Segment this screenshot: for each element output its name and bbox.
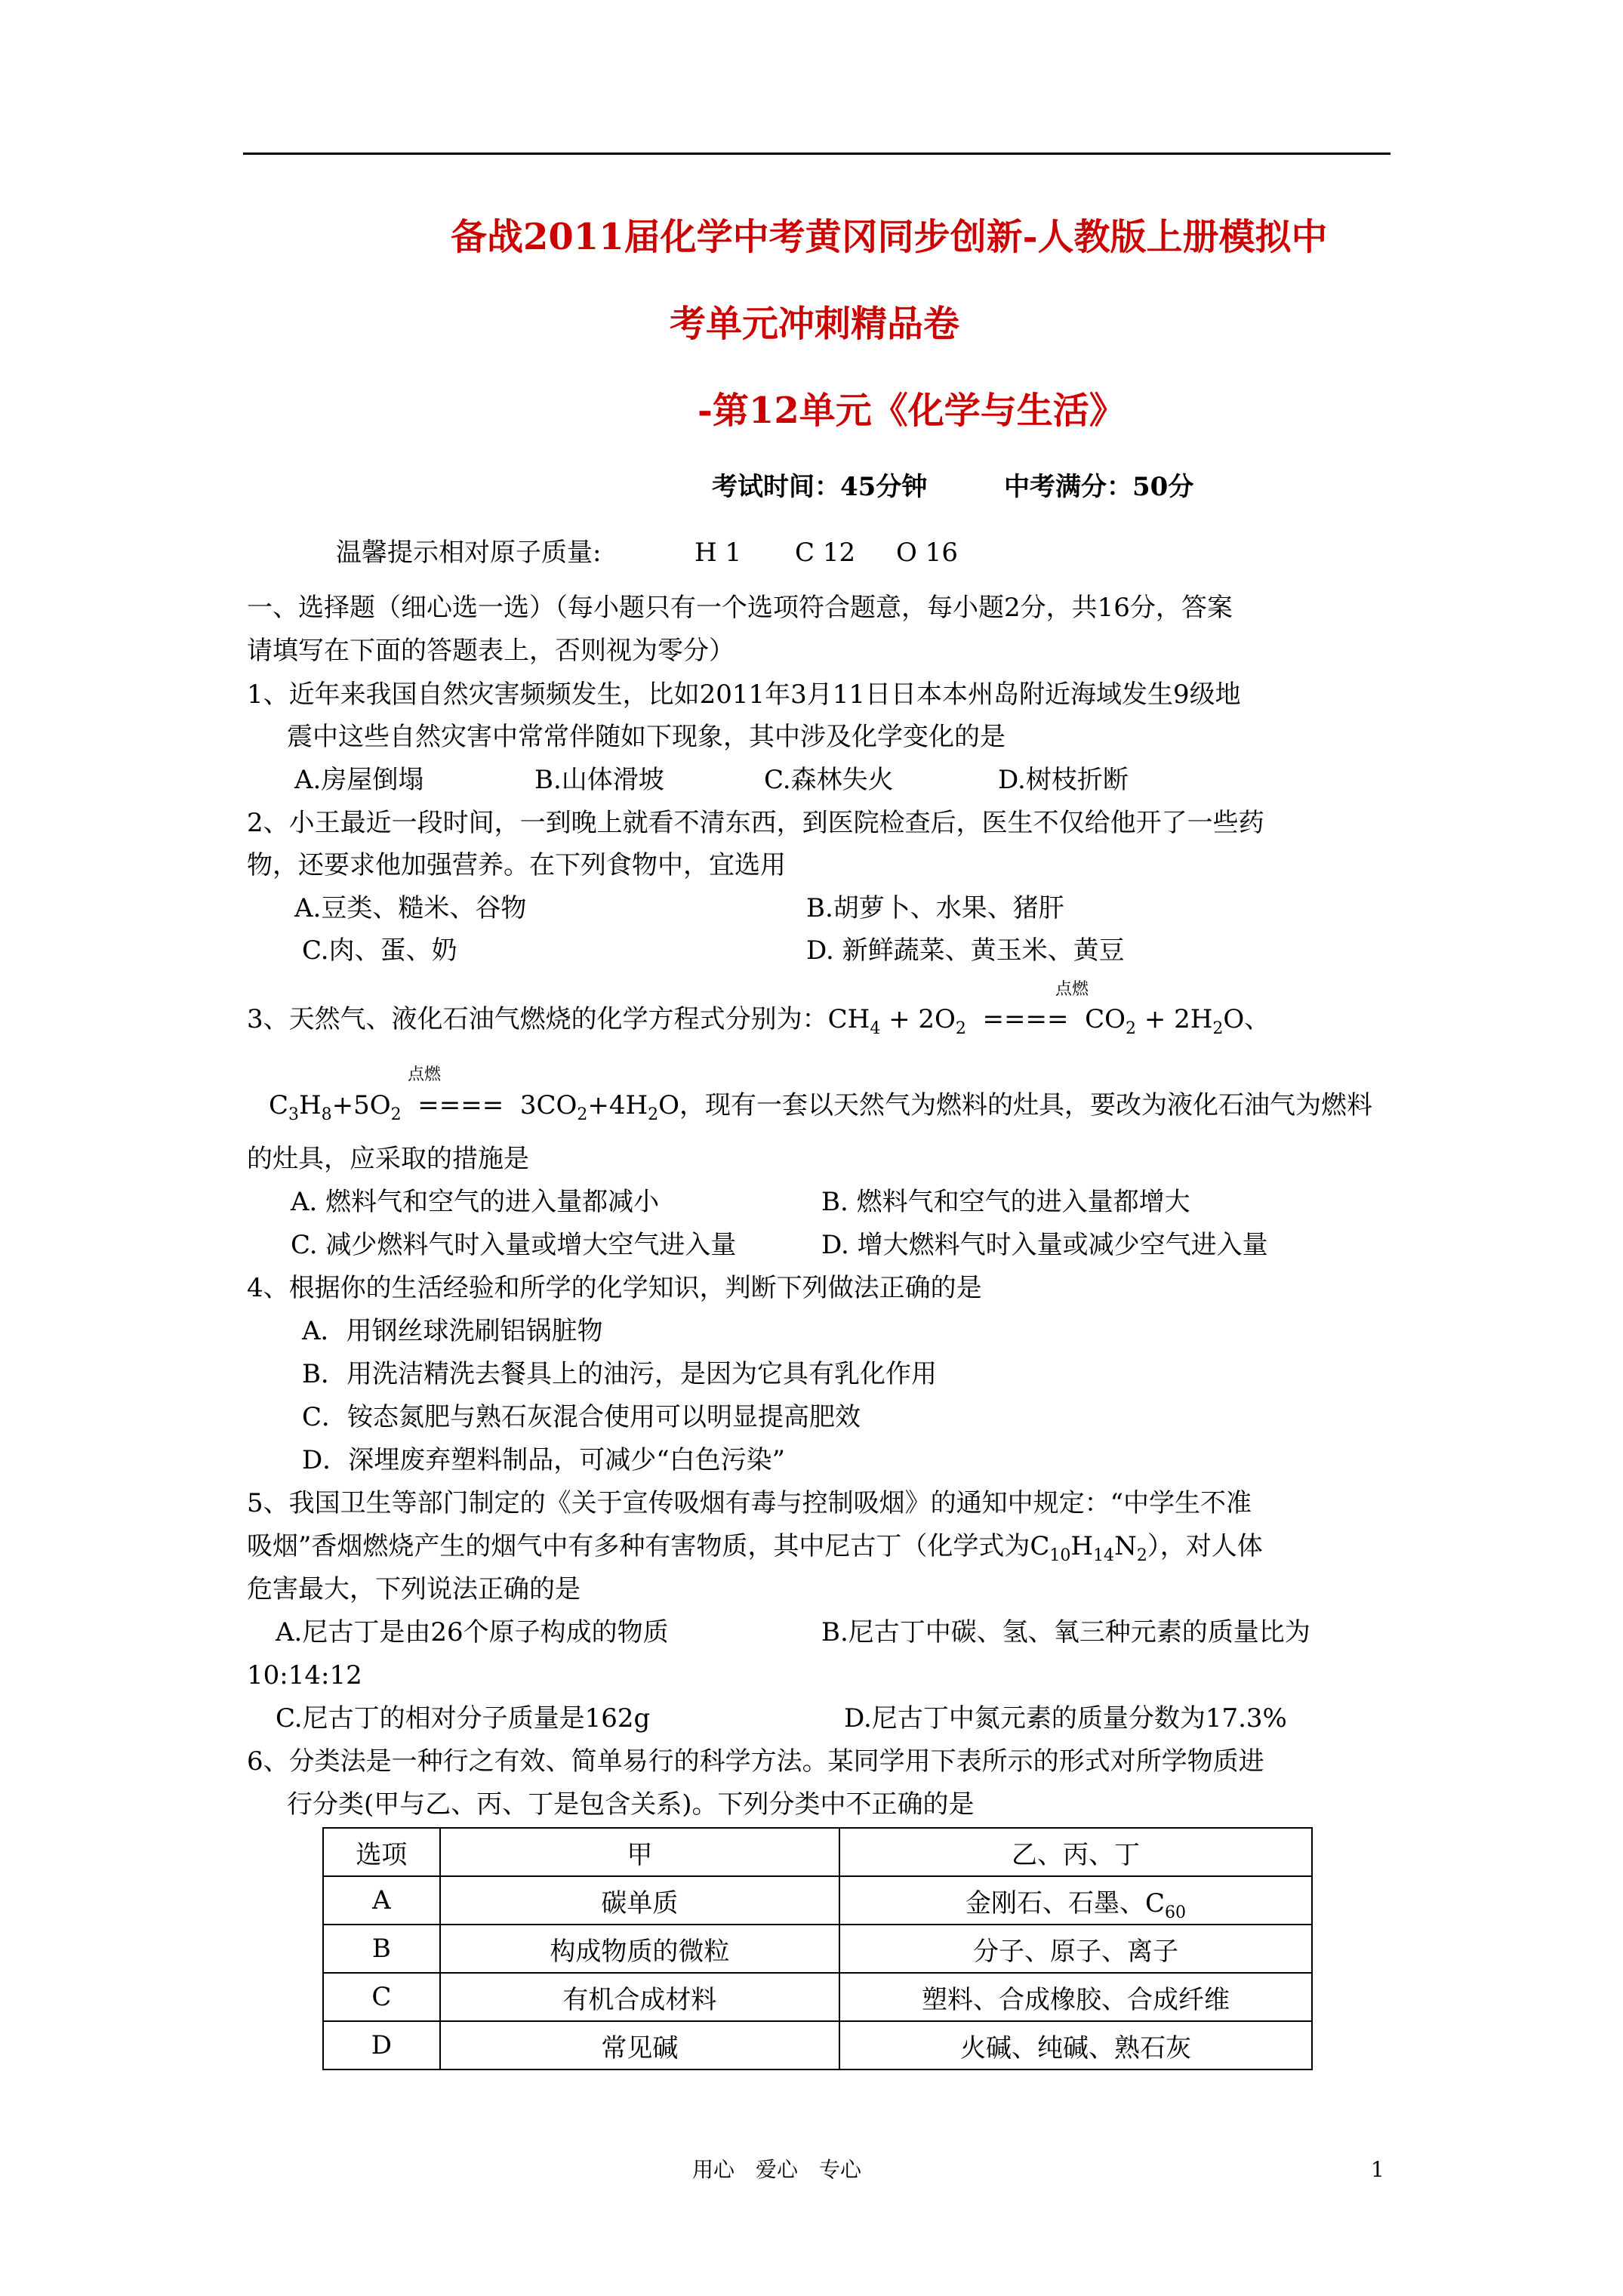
table-cell: 碳单质 xyxy=(440,1876,839,1925)
table-cell: 分子、原子、离子 xyxy=(839,1925,1312,1973)
table-cell: 构成物质的微粒 xyxy=(440,1925,839,1973)
q6-stem-cont: 行分类(甲与乙、丙、丁是包含关系)。下列分类中不正确的是 xyxy=(287,1789,975,1820)
title-line3: -第12单元《化学与生活》 xyxy=(698,390,1126,432)
q5-stem-prefix: 吸烟”香烟燃烧产生的烟气中有多种有害物质，其中尼古丁（化学式为 xyxy=(247,1531,1030,1561)
q3-option-d: D. 增大燃料气时入量或减少空气进入量 xyxy=(821,1230,1268,1260)
table-cell: 塑料、合成橡胶、合成纤维 xyxy=(839,1973,1312,2021)
table-cell: 火碱、纯碱、熟石灰 xyxy=(839,2021,1312,2069)
title-line1: 备战2011届化学中考黄冈同步创新-人教版上册模拟中 xyxy=(451,216,1328,258)
q2-stem: 2、小王最近一段时间，一到晚上就看不清东西，到医院检查后，医生不仅给他开了一些药 xyxy=(247,808,1264,838)
q5-option-c: C.尼古丁的相对分子质量是162g xyxy=(276,1703,651,1734)
table-row xyxy=(323,2021,1312,2069)
table-cell: C xyxy=(323,1973,440,2021)
q4-option-b: B．用洗洁精洗去餐具上的油污，是因为它具有乳化作用 xyxy=(302,1359,937,1389)
table-header-cell: 甲 xyxy=(440,1828,839,1876)
table-cell: B xyxy=(323,1925,440,1973)
q1-option-b: B.山体滑坡 xyxy=(534,765,664,795)
q3-eq2-suffix: ，现有一套以天然气为燃料的灶具，要改为液化石油气为燃料 xyxy=(679,1090,1373,1120)
table-cell: A xyxy=(323,1876,440,1925)
section-heading: 一、选择题（细心选一选）（每小题只有一个选项符合题意，每小题2分，共16分，答案 xyxy=(247,593,1233,623)
q2-option-b: B.胡萝卜、水果、猪肝 xyxy=(806,893,1064,923)
tip-label: 温馨提示相对原子质量: xyxy=(336,538,602,568)
full-score: 中考满分：50分 xyxy=(1004,472,1194,502)
table-header-cell: 选项 xyxy=(323,1828,440,1876)
q3-option-b: B. 燃料气和空气的进入量都增大 xyxy=(821,1187,1190,1217)
table-row xyxy=(323,1973,1312,2021)
table-row xyxy=(323,1925,1312,1973)
q3-stem-cont: 的灶具，应采取的措施是 xyxy=(247,1144,529,1174)
q5-stem: 5、我国卫生等部门制定的《关于宣传吸烟有毒与控制吸烟》的通知中规定：“中学生不准 xyxy=(247,1488,1252,1518)
q3-option-a: A. 燃料气和空气的进入量都减小 xyxy=(291,1187,660,1217)
mass-c: C 12 xyxy=(795,538,856,568)
q6-stem: 6、分类法是一种行之有效、简单易行的科学方法。某同学用下表所示的形式对所学物质进 xyxy=(247,1746,1264,1777)
q3-equation-2: $C_3H_8+5O_2$ ==== $3CO_2+4H_2O$，现有一套以天然气为燃料的灶具，要改为液化石油气为燃料 xyxy=(269,1090,1373,1124)
q5-stem-cont: 吸烟”香烟燃烧产生的烟气中有多种有害物质，其中尼古丁（化学式为$C_{10}H_{14}N_2$），对人体 xyxy=(247,1531,1263,1565)
table-cell-text: 金刚石、石墨、C xyxy=(965,1888,1165,1918)
q4-option-c: C．铵态氮肥与熟石灰混合使用可以明显提高肥效 xyxy=(302,1402,861,1432)
q3-stem: 3、天然气、液化石油气燃烧的化学方程式分别为：$CH_4 + 2O_2$ ==== $CO_2 + 2H_2O$、 xyxy=(247,1004,1270,1038)
table-cell: 有机合成材料 xyxy=(440,1973,839,2021)
classification-table xyxy=(322,1827,1313,2070)
q3-stem-prefix: 3、天然气、液化石油气燃烧的化学方程式分别为： xyxy=(247,1004,828,1034)
table-header-row xyxy=(323,1828,1312,1876)
table-cell: 常见碱 xyxy=(440,2021,839,2069)
q5-option-a: A.尼古丁是由26个原子构成的物质 xyxy=(276,1617,669,1647)
footer-motto: 用心 爱心 专心 xyxy=(692,2157,862,2182)
page-number: 1 xyxy=(1371,2157,1384,2182)
table-cell: 金刚石、石墨、$C_{60}$ xyxy=(839,1876,1312,1925)
q1-stem-cont: 震中这些自然灾害中常常伴随如下现象，其中涉及化学变化的是 xyxy=(287,722,1006,752)
q5-stem-suffix: ），对人体 xyxy=(1147,1531,1263,1561)
q2-option-c: C.肉、蛋、奶 xyxy=(302,935,457,966)
q3-eq-sign-1: ==== xyxy=(982,1004,1069,1034)
mass-o: O 16 xyxy=(896,538,958,568)
table-cell: D xyxy=(323,2021,440,2069)
q2-option-d: D. 新鲜蔬菜、黄玉米、黄豆 xyxy=(806,935,1125,966)
mass-h: H 1 xyxy=(694,538,742,568)
title-line2: 考单元冲刺精品卷 xyxy=(670,303,960,345)
q2-option-a: A.豆类、糙米、谷物 xyxy=(294,893,527,923)
q4-option-a: A．用钢丝球洗刷铝锅脏物 xyxy=(302,1316,603,1346)
q5-option-b-cont: 10:14:12 xyxy=(247,1660,362,1690)
q5-option-b: B.尼古丁中碳、氢、氧三种元素的质量比为 xyxy=(821,1617,1310,1647)
q3-option-c: C. 减少燃料气时入量或增大空气进入量 xyxy=(291,1230,737,1260)
q5-stem-cont-2: 危害最大，下列说法正确的是 xyxy=(247,1574,581,1604)
q5-option-d: D.尼古丁中氮元素的质量分数为17.3% xyxy=(844,1703,1287,1734)
exam-time: 考试时间：45分钟 xyxy=(712,472,928,502)
q3-eq-sign-2: ==== xyxy=(417,1090,504,1120)
q1-stem: 1、近年来我国自然灾害频频发生，比如2011年3月11日日本本州岛附近海域发生9级地 xyxy=(247,680,1241,710)
header-rule xyxy=(243,153,1390,155)
q4-stem: 4、根据你的生活经验和所学的化学知识，判断下列做法正确的是 xyxy=(247,1273,982,1303)
table-header-cell: 乙、丙、丁 xyxy=(839,1828,1312,1876)
q1-option-a: A.房屋倒塌 xyxy=(294,765,424,795)
q3-condition-2: 点燃 xyxy=(408,1065,442,1084)
q3-condition-1: 点燃 xyxy=(1055,980,1089,999)
q4-option-d: D．深埋废弃塑料制品，可减少“白色污染” xyxy=(302,1445,786,1475)
table-row xyxy=(323,1876,1312,1925)
q2-stem-cont: 物，还要求他加强营养。在下列食物中，宜选用 xyxy=(247,850,786,880)
q1-option-c: C.森林失火 xyxy=(764,765,894,795)
q1-option-d: D.树枝折断 xyxy=(998,765,1129,795)
section-heading-cont: 请填写在下面的答题表上，否则视为零分） xyxy=(247,636,735,666)
